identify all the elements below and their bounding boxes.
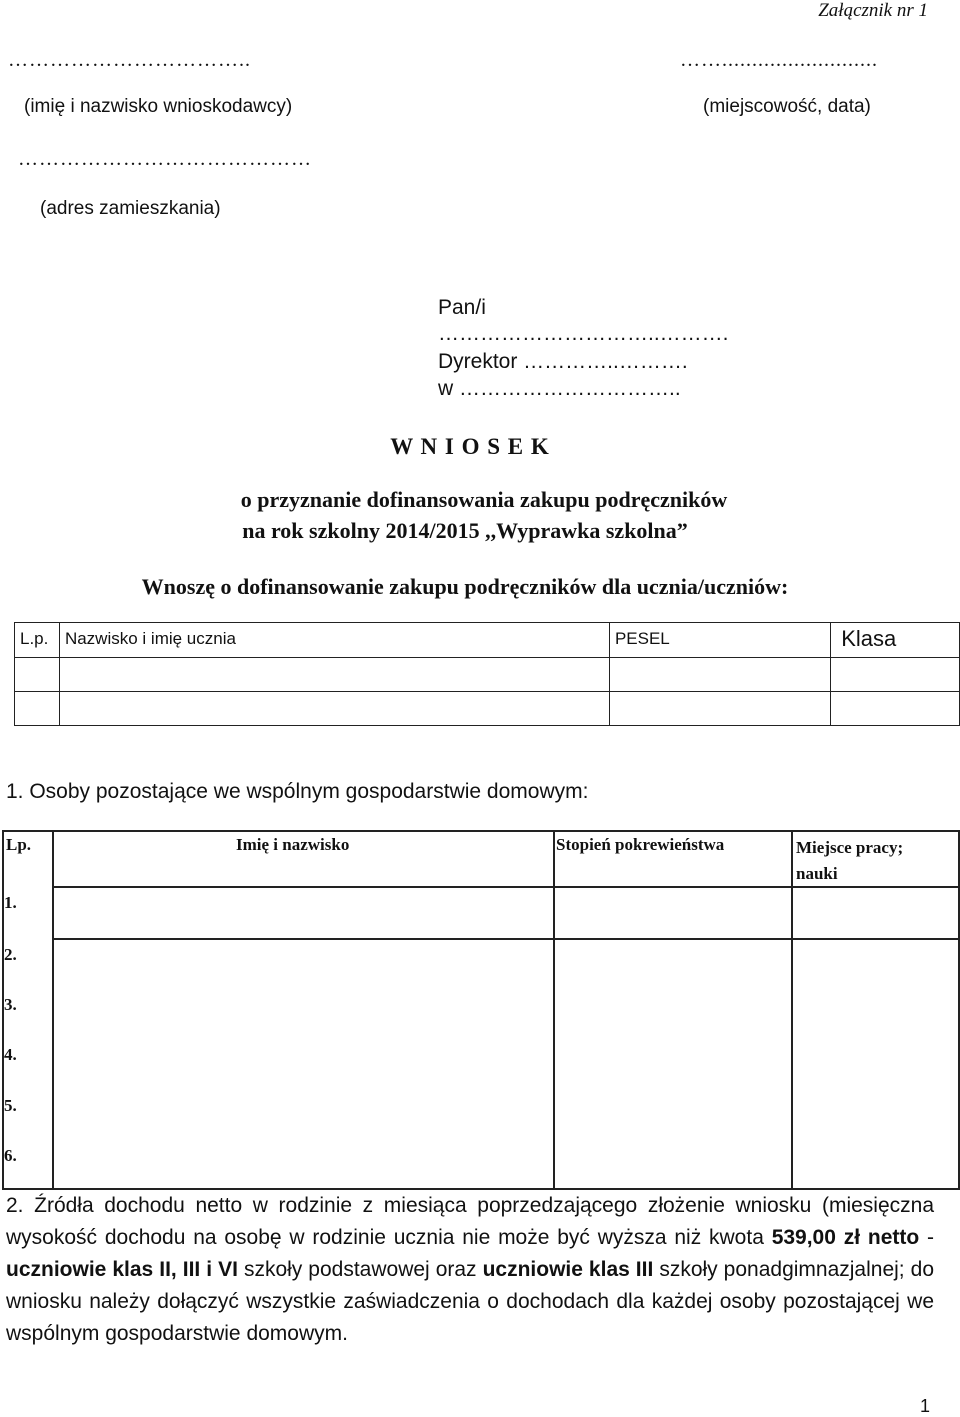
applicant-name-label: (imię i nazwisko wnioskodawcy) (24, 96, 293, 117)
section-2-text-1: 2. Źródła dochodu netto w rodzinie z miesiąca poprzedzającego złożenie wniosku (miesięczna wysokość dochodu na osobę w rodzinie ucznia nie może być wyższa niż kwota (6, 1194, 934, 1249)
addressee-salutation: Pan/i (438, 296, 486, 319)
table-cell[interactable] (15, 692, 60, 726)
section-2-text-2: - (919, 1226, 934, 1249)
section-2-paragraph (6, 1190, 934, 1350)
header-student-name: Nazwisko i imię ucznia (64, 629, 236, 648)
section-1-title: 1. Osoby pozostające we wspólnym gospodarstwie domowym: (6, 780, 589, 803)
household-row-number: 3. (4, 995, 17, 1014)
student-table-header (15, 623, 960, 658)
section-2-classes-secondary: uczniowie klas III (482, 1258, 654, 1281)
section-2-text-3: szkoły podstawowej oraz (237, 1258, 483, 1281)
address-line: …………………………………… (18, 148, 312, 170)
table-column-divider (52, 830, 54, 1190)
request-intro: Wnoszę o dofinansowanie zakupu podręczników dla ucznia/uczniów: (141, 574, 789, 599)
section-2-amount: 539,00 zł netto (771, 1226, 920, 1249)
table-cell[interactable] (831, 658, 960, 692)
household-header-name: Imię i nazwisko (236, 835, 350, 854)
table-row-divider (52, 938, 958, 940)
table-border-top (2, 830, 960, 832)
address-label: (adres zamieszkania) (40, 198, 221, 219)
addressee-director-line: Dyrektor …………..………. (438, 350, 688, 373)
table-cell[interactable] (609, 658, 830, 692)
household-header-lp: Lp. (6, 835, 32, 854)
household-header-relation: Stopień pokrewieństwa (556, 835, 725, 854)
section-2-classes-primary: uczniowie klas II, III i VI (6, 1258, 238, 1281)
student-row-2[interactable] (15, 692, 960, 726)
table-cell[interactable] (831, 692, 960, 726)
header-lp: L.p. (20, 629, 49, 648)
document-subtitle-1: o przyznanie dofinansowania zakupu podręczników (240, 487, 728, 512)
header-class: Klasa (841, 626, 897, 651)
addressee-name-line: …………………………..………. (438, 322, 729, 345)
table-cell[interactable] (15, 658, 60, 692)
table-cell[interactable] (59, 658, 609, 692)
household-row-number: 6. (4, 1146, 17, 1165)
page-number: 1 (919, 1396, 930, 1416)
document-subtitle-2: na rok szkolny 2014/2015 ,,Wyprawka szkolna” (242, 518, 688, 543)
header-pesel: PESEL (614, 629, 670, 648)
household-header-workplace: Miejsce pracy; nauki (796, 838, 904, 883)
applicant-name-line: …………………………….. (8, 49, 251, 71)
student-row-1[interactable] (15, 658, 960, 692)
table-column-divider (791, 830, 793, 1190)
household-row-number: 4. (4, 1045, 17, 1064)
document-title: W N I O S E K (390, 434, 550, 459)
household-row-number: 5. (4, 1096, 17, 1115)
table-cell[interactable] (609, 692, 830, 726)
table-column-divider (553, 830, 555, 1190)
attachment-label: Załącznik nr 1 (818, 0, 928, 21)
household-row-number: 2. (4, 945, 17, 964)
addressee-school-line: w ………………………….. (438, 377, 681, 400)
student-table (14, 622, 960, 726)
place-date-line: …….......................... (680, 49, 878, 71)
household-row-number: 1. (4, 893, 17, 912)
section-2-text-4: szkoły ponadgimnazjalnej; do wniosku należy dołączyć wszystkie zaświadczenia o dochodach dla każdej osoby pozostającej we wspólnym gospodarstwie domowym. (6, 1258, 934, 1345)
place-date-label: (miejscowość, data) (703, 96, 871, 117)
table-cell[interactable] (59, 692, 609, 726)
